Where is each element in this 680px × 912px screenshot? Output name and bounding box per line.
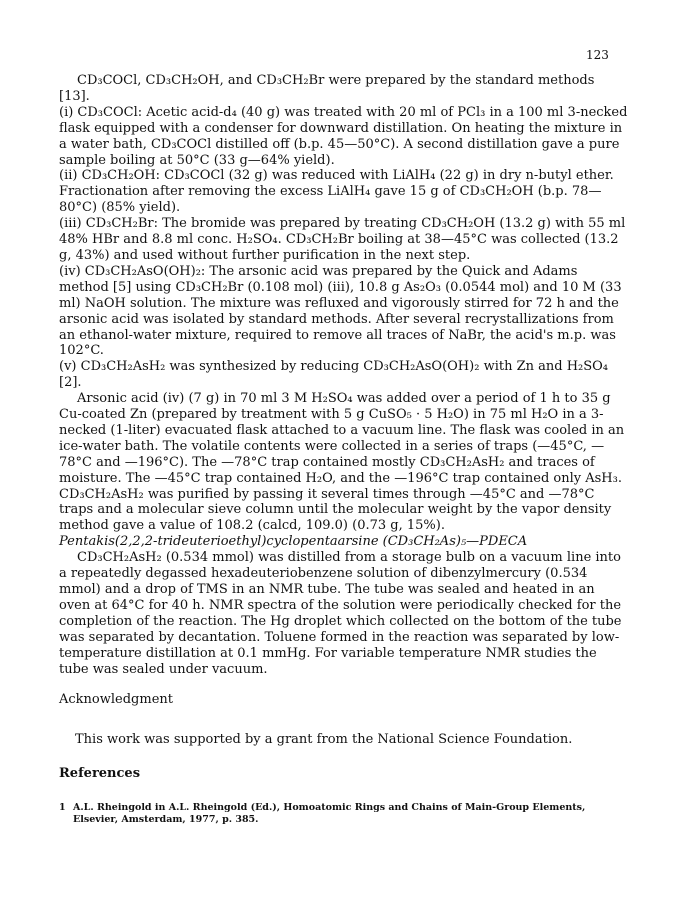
procedure-i: (i) CD₃COCl: Acetic acid-d₄ (40 g) was treated with 20 ml of PCl₃ in a 100 ml 3-necked flask equipped with a condenser for downward distillation. On heating the mixture in a water bath, CD₃COCl distilled off (b.p. 45—50°C). A second distillation gave a pure sample boiling at 50°C (33 g—64% yield).: [59, 104, 628, 168]
pdeca-paragraph: CD₃CH₂AsH₂ (0.534 mmol) was distilled from a storage bulb on a vacuum line into a repeatedly degassed hexadeuteriobenzene solution of dibenzylmercury (0.534 mmol) and a drop of TMS in an NMR tube. The tube was sealed and heated in an oven at 64°C for 40 h. NMR spectra of the solution were periodically checked for the completion of the reaction. The Hg droplet which collected on the bottom of the tube was separated by decantation. Toluene formed in the reaction was separated by low-temperature distillation at 0.1 mmHg. For variable temperature NMR studies the tube was sealed under vacuum.: [59, 550, 622, 677]
procedure-iii: (iii) CD₃CH₂Br: The bromide was prepared by treating CD₃CH₂OH (13.2 g) with 55 ml 48% HBr and 8.8 ml conc. H₂SO₄. CD₃CH₂Br boiling at 38—45°C was collected (13.2 g, 43%) and used without further purification in the next step.: [59, 216, 626, 263]
procedure-ii: (ii) CD₃CH₂OH: CD₃COCl (32 g) was reduced with LiAlH₄ (22 g) in dry n-butyl ether. Fractionation after removing the excess LiAlH₄ gave 15 g of CD₃CH₂OH (b.p. 78—80°C) (85% yield).: [59, 168, 614, 216]
reference-number: 1: [59, 802, 66, 814]
reference-text: A.L. Rheingold in A.L. Rheingold (Ed.), Homoatomic Rings and Chains of Main-Group Elements, Elsevier, Amsterdam, 1977, p. 385.: [73, 802, 586, 826]
arsonic-acid-paragraph: Arsonic acid (iv) (7 g) in 70 ml 3 M H₂SO₄ was added over a period of 1 h to 35 g Cu-coated Zn (prepared by treatment with 5 g CuSO₅ · 5 H₂O) in 75 ml H₂O in a 3-necked (1-liter) evacuated flask attached to a vacuum line. The flask was cooled in an ice-water bath. The volatile contents were collected in a series of traps (—45°C, —78°C and —196°C). The —78°C trap contained mostly CD₃CH₂AsH₂ and traces of moisture. The —45°C trap contained H₂O, and the —196°C trap contained only AsH₃. CD₃CH₂AsH₂ was purified by passing it several times through —45°C and —78°C traps and a molecular sieve column until the molecular weight by the vapor density method gave a value of 108.2 (calcd, 109.0) (0.73 g, 15%).: [59, 391, 625, 534]
intro-paragraph: CD₃COCl, CD₃CH₂OH, and CD₃CH₂Br were prepared by the standard methods [13].: [59, 73, 595, 104]
references-heading: References: [59, 766, 141, 782]
page-number: 123: [586, 48, 609, 62]
page-body: [59, 73, 629, 826]
reference-item: [59, 802, 629, 826]
acknowledgment-text: This work was supported by a grant from the National Science Foundation.: [75, 732, 573, 748]
procedure-v: (v) CD₃CH₂AsH₂ was synthesized by reducing CD₃CH₂AsO(OH)₂ with Zn and H₂SO₄ [2].: [59, 359, 609, 391]
procedure-iv: (iv) CD₃CH₂AsO(OH)₂: The arsonic acid was prepared by the Quick and Adams method [5] using CD₃CH₂Br (0.108 mol) (iii), 10.8 g As₂O₃ (0.0544 mol) and 10 M (33 ml) NaOH solution. The mixture was refluxed and vigorously stirred for 72 h and the arsonic acid was isolated by standard methods. After several recrystallizations from an ethanol-water mixture, required to remove all traces of NaBr, the acid's m.p. was 102°C.: [59, 263, 622, 359]
acknowledgment-heading: Acknowledgment: [59, 692, 173, 708]
section-heading: Pentakis(2,2,2-trideuterioethyl)cyclopentaarsine (CD₃CH₂As)₅—PDECA: [59, 534, 528, 550]
